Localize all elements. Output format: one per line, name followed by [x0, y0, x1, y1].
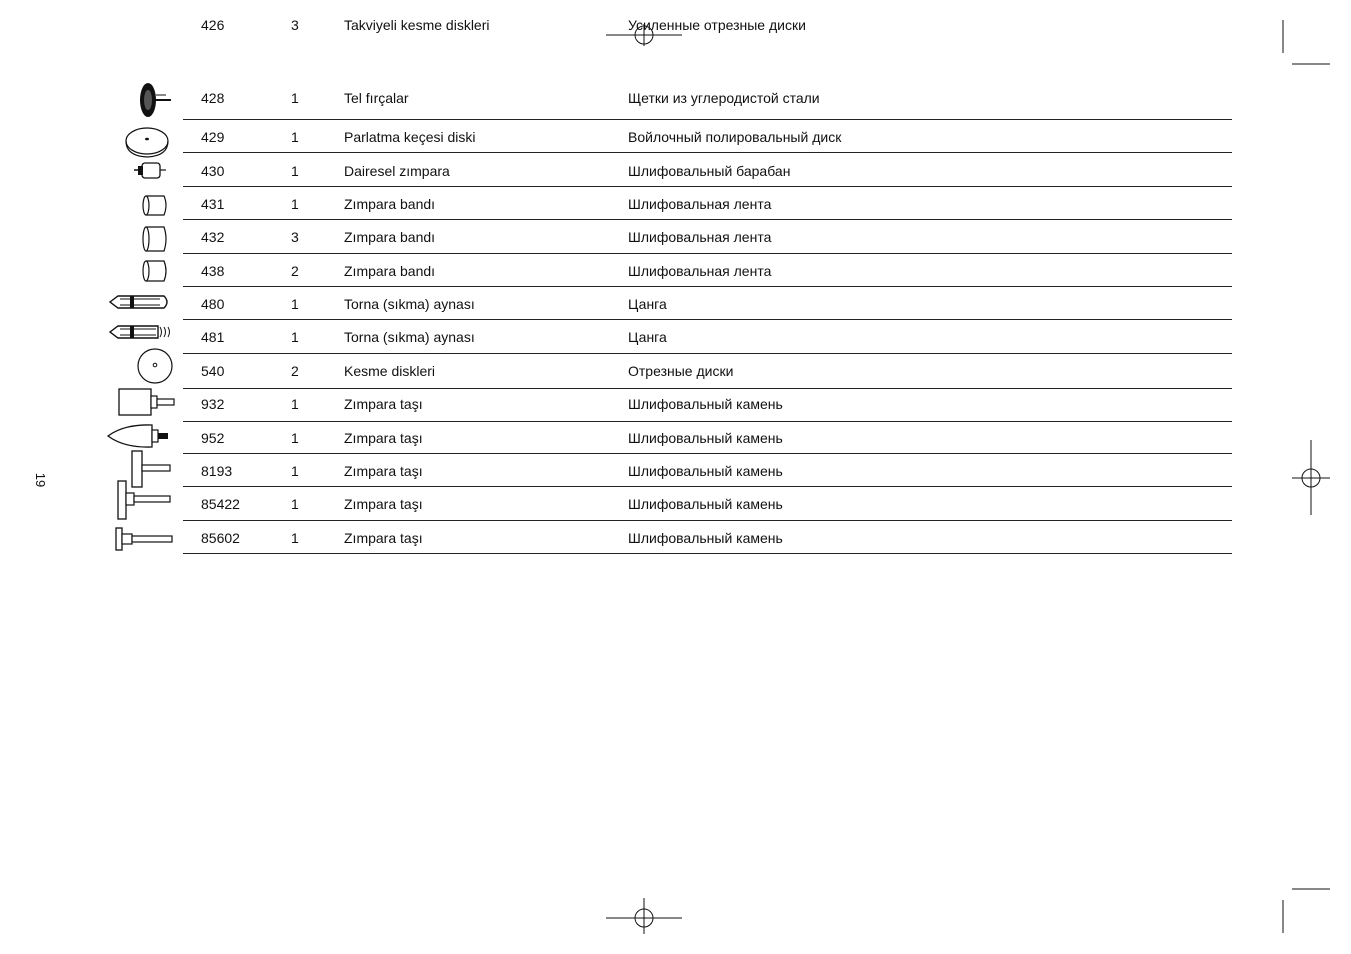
item-name-turkish: Zımpara taşı [344, 496, 423, 512]
item-code: 426 [201, 17, 225, 33]
item-name-turkish: Zımpara taşı [344, 463, 423, 479]
item-name-russian: Щетки из углеродистой стали [628, 90, 820, 106]
item-code: 480 [201, 296, 225, 312]
item-name-russian: Отрезные диски [628, 363, 734, 379]
item-name-russian: Шлифовальная лента [628, 263, 772, 279]
item-name-turkish: Zımpara bandı [344, 229, 436, 245]
item-name-russian: Цанга [628, 296, 667, 312]
item-quantity: 1 [291, 296, 299, 312]
page-number: 19 [33, 472, 48, 488]
item-code: 429 [201, 129, 225, 145]
item-name-russian: Шлифовальный камень [628, 496, 783, 512]
item-code: 432 [201, 229, 225, 245]
item-quantity: 1 [291, 496, 299, 512]
item-name-russian: Шлифовальный камень [628, 430, 783, 446]
item-name-turkish: Kesme diskleri [344, 363, 436, 379]
item-quantity: 3 [291, 229, 299, 245]
item-quantity: 1 [291, 90, 299, 106]
item-quantity: 2 [291, 363, 299, 379]
item-name-turkish: Dairesel zımpara [344, 163, 450, 179]
item-name-russian: Усиленные отрезные диски [628, 17, 806, 33]
item-code: 540 [201, 363, 225, 379]
item-name-turkish: Takviyeli kesme diskleri [344, 17, 490, 33]
item-name-turkish: Tel fırçalar [344, 90, 409, 106]
item-quantity: 3 [291, 17, 299, 33]
item-name-russian: Шлифовальная лента [628, 196, 772, 212]
item-quantity: 1 [291, 430, 299, 446]
item-quantity: 1 [291, 163, 299, 179]
item-code: 85602 [201, 530, 240, 546]
item-code: 85422 [201, 496, 240, 512]
item-code: 932 [201, 396, 225, 412]
item-name-turkish: Torna (sıkma) aynası [344, 329, 475, 345]
item-code: 8193 [201, 463, 233, 479]
item-name-turkish: Parlatma keçesi diski [344, 129, 476, 145]
item-code: 481 [201, 329, 225, 345]
item-name-russian: Шлифовальный барабан [628, 163, 791, 179]
item-code: 431 [201, 196, 225, 212]
item-name-russian: Цанга [628, 329, 667, 345]
item-quantity: 1 [291, 396, 299, 412]
item-name-turkish: Torna (sıkma) aynası [344, 296, 475, 312]
item-code: 428 [201, 90, 225, 106]
item-quantity: 1 [291, 329, 299, 345]
item-name-turkish: Zımpara taşı [344, 530, 423, 546]
item-quantity: 1 [291, 129, 299, 145]
item-name-turkish: Zımpara taşı [344, 430, 423, 446]
item-name-russian: Шлифовальный камень [628, 530, 783, 546]
item-name-turkish: Zımpara taşı [344, 396, 423, 412]
item-code: 430 [201, 163, 225, 179]
item-code: 952 [201, 430, 225, 446]
item-name-turkish: Zımpara bandı [344, 263, 436, 279]
item-name-russian: Шлифовальный камень [628, 463, 783, 479]
item-quantity: 2 [291, 263, 299, 279]
item-name-russian: Войлочный полировальный диск [628, 129, 842, 145]
item-quantity: 1 [291, 196, 299, 212]
item-quantity: 1 [291, 530, 299, 546]
item-quantity: 1 [291, 463, 299, 479]
item-name-russian: Шлифовальная лента [628, 229, 772, 245]
item-code: 438 [201, 263, 225, 279]
item-name-russian: Шлифовальный камень [628, 396, 783, 412]
item-name-turkish: Zımpara bandı [344, 196, 436, 212]
